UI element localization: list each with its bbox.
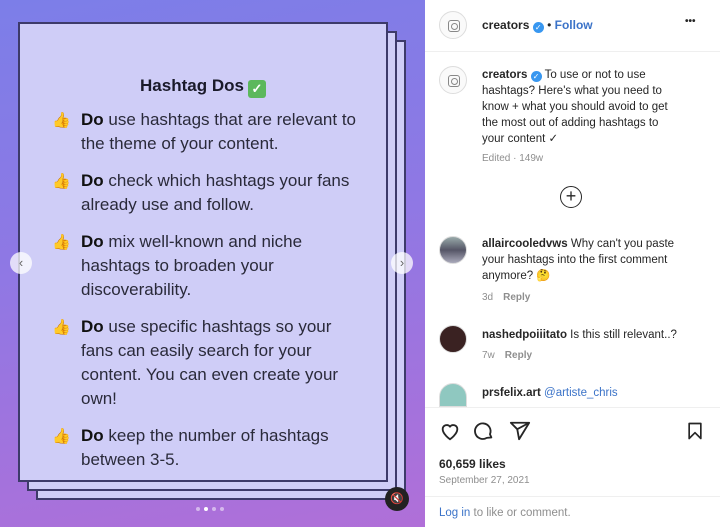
likes-count[interactable]: 60,659 likes	[439, 457, 506, 471]
bookmark-icon[interactable]	[685, 420, 705, 442]
mute-icon[interactable]: 🔇	[385, 487, 409, 511]
next-slide-button[interactable]: ›	[391, 252, 413, 274]
share-icon[interactable]	[509, 420, 531, 442]
thumbs-up-icon: 👍	[52, 173, 71, 190]
avatar[interactable]	[439, 11, 467, 39]
avatar[interactable]	[439, 66, 467, 94]
reply-button[interactable]: Reply	[504, 350, 533, 361]
slide-card	[18, 22, 388, 482]
username-link[interactable]: creators	[482, 18, 530, 32]
post-date: September 27, 2021	[439, 475, 530, 486]
divider	[425, 496, 720, 497]
list-item: 👍 Do check which hashtags your fans already use and follow.	[52, 171, 350, 214]
comment: prsfelix.art @artiste_chris	[482, 387, 618, 399]
divider	[425, 51, 720, 52]
login-link[interactable]: Log in	[439, 507, 471, 519]
verified-icon: ✓	[531, 71, 542, 82]
heart-icon[interactable]	[439, 420, 461, 442]
follow-button[interactable]: Follow	[554, 18, 593, 32]
caption: creators ✓ To use or not to use hashtags? Here's what you need to know + what you should avoid to get the most out of adding hashtags to your content ✓	[482, 69, 668, 145]
check-mark-icon: ✓	[248, 80, 266, 98]
caption-meta: Edited · 149w	[482, 153, 544, 164]
instagram-icon	[448, 20, 460, 32]
verified-icon: ✓	[533, 22, 544, 33]
carousel-dots	[196, 507, 224, 511]
list-item: 👍 Do mix well-known and niche hashtags to broaden your discoverability.	[52, 232, 303, 299]
thumbs-up-icon: 👍	[52, 428, 71, 445]
more-options-button[interactable]: •••	[685, 16, 696, 27]
divider	[425, 407, 720, 408]
comment: allaircooledvws Why can't you paste your hashtags into the first comment anymore? 🤔	[482, 238, 675, 282]
thumbs-up-icon: 👍	[52, 234, 71, 251]
instagram-icon	[448, 75, 460, 87]
list-item: 👍 Do keep the number of hashtags between 3-5.	[52, 426, 329, 469]
comment: nashedpoiiitato Is this still relevant..?	[482, 329, 677, 341]
post-side-panel: creators ✓ • Follow ••• creators ✓ To use or not to use hashtags? Here's what you need to know + what you should avoid to get the most out of adding hashtags to your content ✓ Edited · 149w + allaircooledvws Why can't you paste your hashtags into the first comment anymore? 🤔 3d Reply nashedpoiiitato Is this still relevant..? 7w Reply prsfelix.art @artiste_chris 60,659 likes September 27, 2021 Log in to like or comment.	[425, 0, 720, 527]
thumbs-up-icon: 👍	[52, 112, 71, 129]
avatar[interactable]	[439, 236, 467, 264]
avatar[interactable]	[439, 383, 467, 407]
previous-slide-button[interactable]: ‹	[10, 252, 32, 274]
thumbs-up-icon: 👍	[52, 319, 71, 336]
login-prompt: Log in to like or comment.	[439, 507, 571, 519]
post-header: creators ✓ • Follow	[482, 18, 593, 32]
list-item: 👍 Do use specific hashtags so your fans can easily search for your content. You can even create your own!	[52, 317, 339, 408]
list-item: 👍 Do use hashtags that are relevant to the theme of your content.	[52, 110, 356, 153]
load-more-comments-button[interactable]: +	[560, 186, 582, 208]
slide-title: Hashtag Dos ✓	[20, 76, 386, 98]
avatar[interactable]	[439, 325, 467, 353]
comment-icon[interactable]	[473, 420, 495, 442]
reply-button[interactable]: Reply	[503, 292, 531, 303]
